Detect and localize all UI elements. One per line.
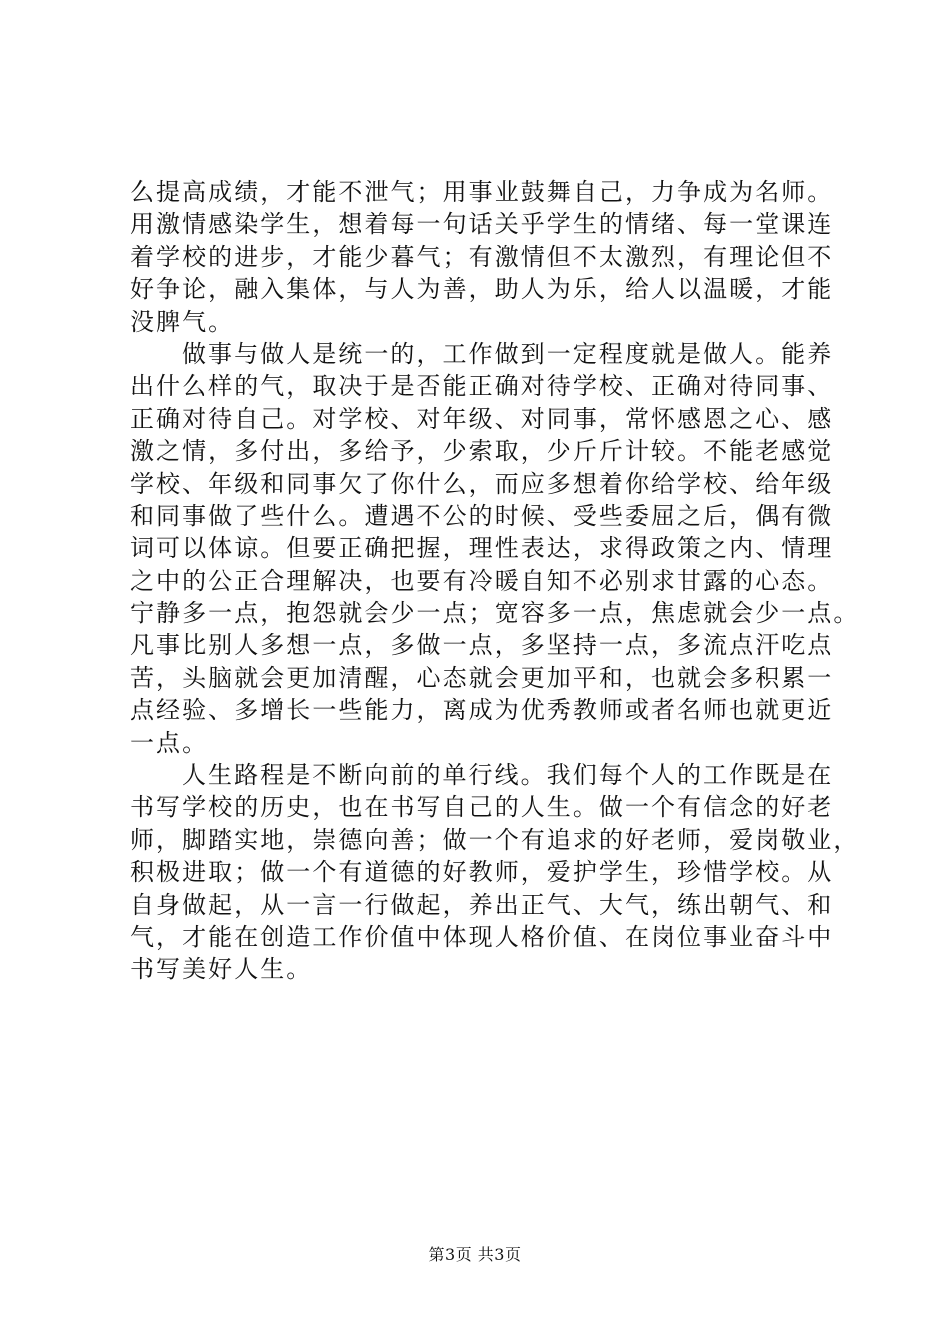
text-line: 么提高成绩，才能不泄气；用事业鼓舞自己，力争成为名师。 bbox=[130, 178, 834, 206]
text-line: 师，脚踏实地，崇德向善；做一个有追求的好老师，爱岗敬业， bbox=[130, 825, 860, 854]
text-line: 气，才能在创造工作价值中体现人格价值、在岗位事业奋斗中 bbox=[130, 922, 834, 951]
text-line: 出什么样的气，取决于是否能正确对待学校、正确对待同事、 bbox=[130, 372, 834, 401]
text-line: 书写学校的历史，也在书写自己的人生。做一个有信念的好老 bbox=[130, 793, 834, 822]
text-line: 着学校的进步，才能少暮气；有激情但不太激烈，有理论但不 bbox=[130, 242, 834, 271]
text-line: 正确对待自己。对学校、对年级、对同事，常怀感恩之心、感 bbox=[130, 404, 834, 433]
text-line: 人生路程是不断向前的单行线。我们每个人的工作既是在 bbox=[182, 761, 834, 790]
text-line: 之中的公正合理解决，也要有冷暖自知不必别求甘露的心态。 bbox=[130, 566, 834, 595]
text-line: 和同事做了些什么。遭遇不公的时候、受些委屈之后，偶有微 bbox=[130, 501, 834, 530]
text-line: 词可以体谅。但要正确把握，理性表达，求得政策之内、情理 bbox=[130, 534, 834, 563]
text-line: 学校、年级和同事欠了你什么，而应多想着你给学校、给年级 bbox=[130, 469, 834, 498]
text-line: 积极进取；做一个有道德的好教师，爱护学生，珍惜学校。从 bbox=[130, 858, 834, 887]
text-line: 没脾气。 bbox=[130, 307, 235, 336]
text-line: 苦，头脑就会更加清醒，心态就会更加平和，也就会多积累一 bbox=[130, 663, 834, 692]
text-line: 宁静多一点，抱怨就会少一点；宽容多一点，焦虑就会少一点。 bbox=[130, 599, 860, 628]
text-line: 点经验、多增长一些能力，离成为优秀教师或者名师也就更近 bbox=[130, 696, 834, 725]
page-footer: 第3页 共3页 bbox=[428, 1245, 522, 1264]
text-line: 用激情感染学生，想着每一句话关乎学生的情绪、每一堂课连 bbox=[130, 210, 834, 239]
body-text bbox=[130, 176, 860, 986]
text-line: 自身做起，从一言一行做起，养出正气、大气，练出朝气、和 bbox=[130, 890, 834, 919]
text-line: 激之情，多付出，多给予，少索取，少斤斤计较。不能老感觉 bbox=[130, 437, 834, 466]
text-line: 好争论，融入集体，与人为善，助人为乐，给人以温暖，才能 bbox=[130, 275, 834, 304]
text-line: 书写美好人生。 bbox=[130, 955, 313, 984]
text-line: 凡事比别人多想一点，多做一点，多坚持一点，多流点汗吃点 bbox=[130, 631, 834, 660]
text-line: 做事与做人是统一的，工作做到一定程度就是做人。能养 bbox=[182, 339, 834, 368]
text-line: 一点。 bbox=[130, 728, 209, 757]
